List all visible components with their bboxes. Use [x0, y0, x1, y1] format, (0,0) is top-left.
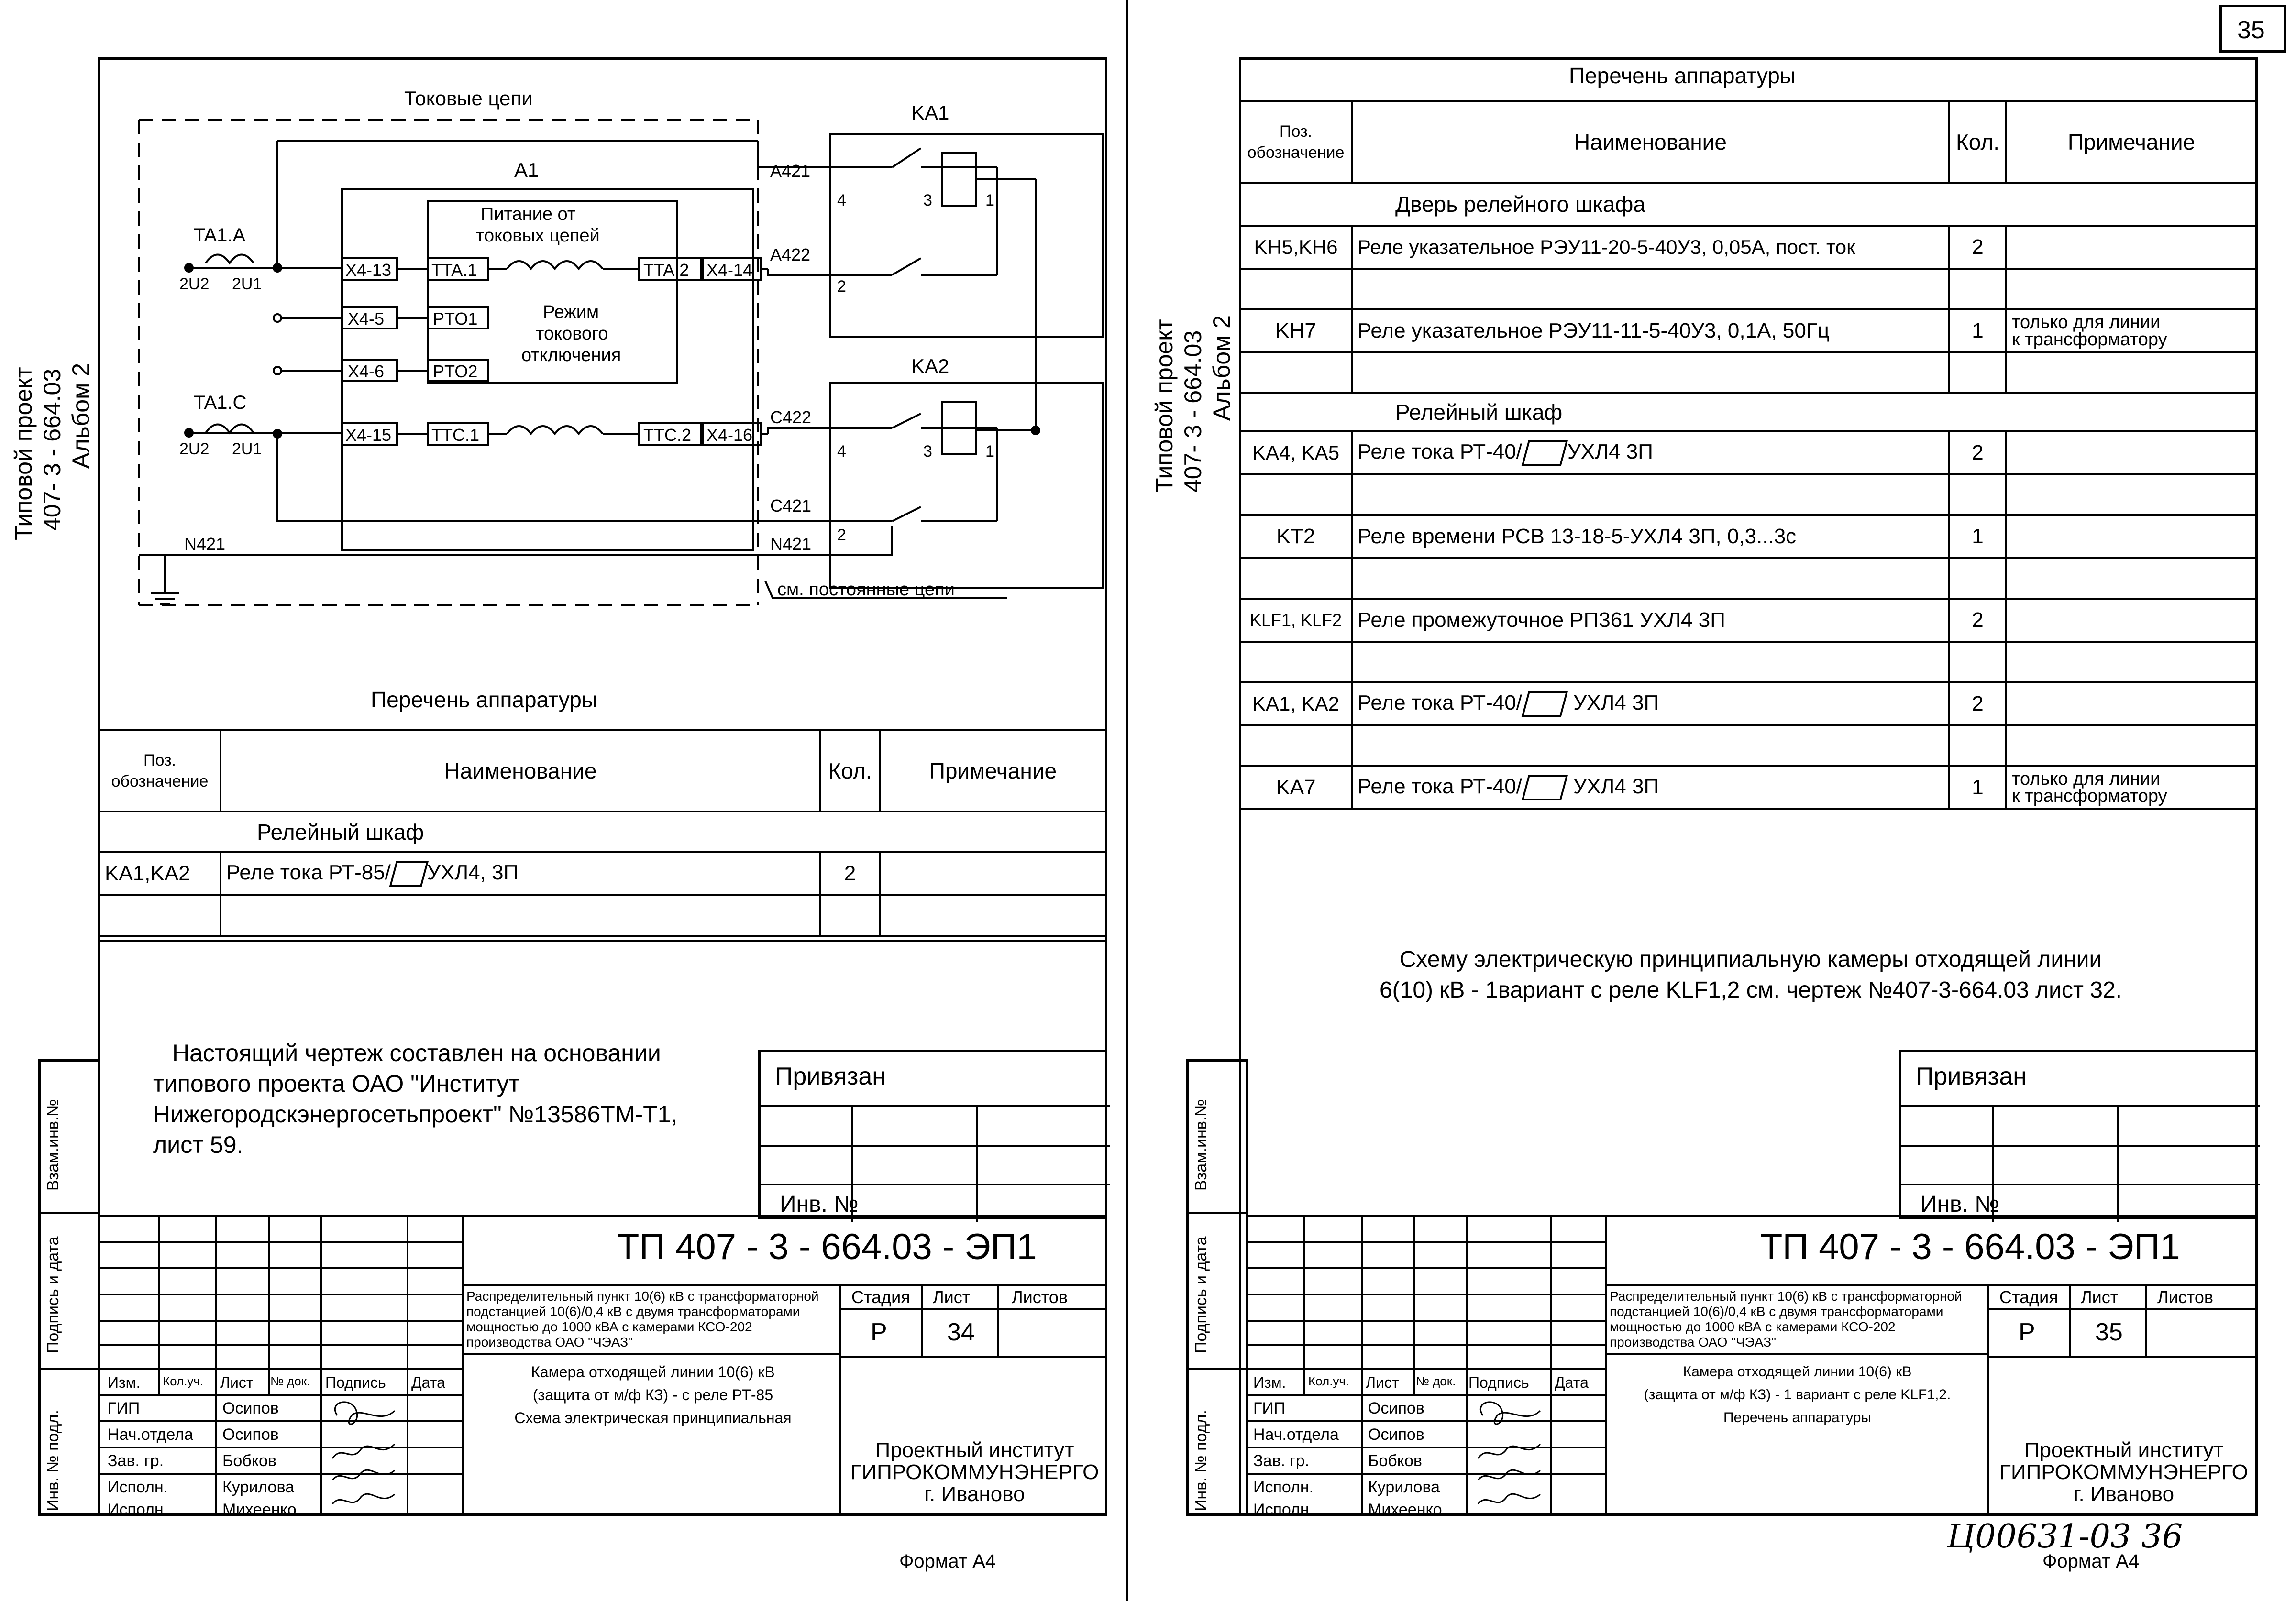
stamp-h-list: Лист [220, 1374, 254, 1391]
stage-label: Стадия [1999, 1287, 2058, 1307]
stamp-h-list: Лист [1366, 1374, 1399, 1391]
right-privyazan-block [1899, 1050, 2258, 1219]
blank-box [1522, 440, 1568, 466]
diagram-title: Токовые цепи [404, 87, 533, 110]
stamp-h-kol: Кол.уч. [163, 1374, 204, 1388]
left-institute: Проектный институт ГИПРОКОММУНЭНЕРГО г. Иваново [850, 1438, 1099, 1506]
blank-box [389, 861, 429, 887]
stamp-h-izm: Изм. [1253, 1374, 1286, 1391]
role-4: Исполн. [108, 1478, 168, 1496]
row-pos: KA1,KA2 [99, 852, 221, 895]
name-5: Михеенко [222, 1501, 297, 1519]
right-format: Формат А4 [2042, 1551, 2140, 1572]
row-pos: KA4, KA5 [1240, 431, 1352, 474]
ttc2-label: TTC.2 [643, 425, 692, 445]
row-note [2006, 226, 2257, 269]
left-privyazan-block [758, 1050, 1107, 1219]
page-number: 35 [2237, 16, 2265, 44]
row-pos: KH5,KH6 [1240, 226, 1352, 269]
name-3: Бобков [1368, 1452, 1422, 1470]
role-1: ГИП [1253, 1399, 1286, 1417]
name-2: Осипов [222, 1426, 279, 1444]
sheets-label: Листов [2157, 1287, 2213, 1307]
right-scheme-note: Схему электрическую принципиальную камеры отходящей линии 6(10) кВ - 1вариант с реле KLF1,2 см. чертеж №407-3-664.03 лист 32. [1379, 947, 2122, 1003]
left-sheet-title: Камера отходящей линии 10(6) кВ (защита от м/ф КЗ) - с реле РТ-85 Схема электрическая принципиальная [514, 1363, 792, 1426]
n421-right-label: N421 [770, 534, 812, 554]
power-label-1: Питание от [481, 204, 576, 224]
ta1c-2u1: 2U1 [232, 440, 262, 458]
right-side-label-2: 407- 3 - 664.03 [1180, 330, 1206, 493]
left-doc-code: ТП 407 - 3 - 664.03 - ЭП1 [617, 1227, 1037, 1267]
row-name: Реле времени РСВ 13-18-5-УХЛ4 3П, 0,3...3с [1352, 515, 1949, 558]
right-doc-code: ТП 407 - 3 - 664.03 - ЭП1 [1760, 1227, 2180, 1267]
row-name: Реле тока РТ-40/ УХЛ4 3П [1352, 682, 1949, 725]
ka1-pin2: 2 [837, 277, 846, 296]
ka1-label: KA1 [911, 101, 949, 124]
right-list-title: Перечень аппаратуры [1569, 63, 1796, 88]
x4-13-label: X4-13 [345, 260, 392, 280]
right-equipment-table [1239, 100, 2258, 810]
name-4: Курилова [1368, 1478, 1440, 1496]
current-circuit-diagram [98, 57, 1107, 631]
margin-label-2: Подпись и дата [44, 1236, 62, 1353]
x4-14-label: X4-14 [706, 260, 753, 280]
stamp-h-kol: Кол.уч. [1308, 1374, 1349, 1388]
privyazan-label: Привязан [1916, 1063, 2027, 1090]
left-list-bottom [98, 940, 1107, 942]
row-qty: 2 [820, 852, 880, 895]
x4-15-label: X4-15 [345, 425, 392, 445]
sheets-label: Листов [1012, 1287, 1068, 1307]
tta1-label: TTA.1 [431, 260, 477, 280]
header-note: Примечание [2006, 101, 2257, 183]
role-4: Исполн. [1253, 1478, 1314, 1496]
name-5: Михеенко [1368, 1501, 1442, 1519]
inv-no-label: Инв. № [1921, 1192, 1999, 1217]
stage-label: Стадия [851, 1287, 910, 1307]
right-side-label-3: Альбом 2 [1208, 315, 1235, 421]
name-4: Курилова [222, 1478, 295, 1496]
a421-label: A421 [770, 161, 811, 181]
n421-left-label: N421 [184, 534, 226, 554]
right-side-label: Типовой проект [1151, 319, 1178, 493]
ka2-label: KA2 [911, 355, 949, 377]
row-qty: 1 [1949, 515, 2006, 558]
stamp-h-date: Дата [411, 1374, 445, 1391]
header-qty: Кол. [1949, 101, 2006, 183]
ka1-pin3: 3 [923, 191, 932, 209]
row-pos: KH7 [1240, 309, 1352, 352]
a1-label: A1 [514, 159, 539, 181]
stamp-h-doc: № док. [1416, 1374, 1456, 1388]
ttc1-label: TTC.1 [431, 425, 480, 445]
role-3: Зав. гр. [1253, 1452, 1310, 1470]
row-note: только для линии к трансформатору [2006, 309, 2257, 352]
role-5: Исполн. [1253, 1501, 1314, 1519]
row-pos: KA7 [1240, 766, 1352, 809]
sheet-divider [1126, 0, 1128, 1601]
row-name: Реле промежуточное РП361 УХЛ4 3П [1352, 599, 1949, 642]
ka1-pin1: 1 [985, 191, 994, 209]
blank-box [1522, 691, 1568, 717]
section-relay-cabinet: Релейный шкаф [99, 811, 1106, 852]
sheet-label: Лист [2081, 1287, 2119, 1307]
ka2-pin3: 3 [923, 442, 932, 461]
ka2-pin4: 4 [837, 442, 846, 461]
ta1c-label: TA1.C [194, 392, 247, 413]
ta1a-label: TA1.A [194, 225, 246, 246]
right-description: Распределительный пункт 10(6) кВ с трансформаторной подстанцией 10(6)/0,4 кВ с двумя трансформаторами мощностью до 1000 кВА с камерами КСО-202 производства ОАО "ЧЭАЗ" [1610, 1289, 1962, 1349]
signatures [1468, 1396, 1550, 1516]
stamp-h-sign: Подпись [325, 1374, 386, 1391]
right-institute: Проектный институт ГИПРОКОММУНЭНЕРГО г. Иваново [1999, 1438, 2248, 1506]
sheet-value: 35 [2095, 1318, 2123, 1346]
stage-value: Р [2019, 1318, 2035, 1346]
header-name: Наименование [221, 730, 820, 811]
mode-label-3: отключения [521, 345, 621, 365]
c422-label: C422 [770, 407, 812, 427]
c421-label: C421 [770, 496, 812, 515]
sheet-value: 34 [947, 1318, 975, 1346]
stamp-h-doc: № док. [270, 1374, 310, 1388]
stamp-h-sign: Подпись [1468, 1374, 1529, 1391]
left-side-label: Типовой проект [10, 367, 37, 540]
row-pos: KA1, KA2 [1240, 682, 1352, 725]
role-3: Зав. гр. [108, 1452, 164, 1470]
left-description: Распределительный пункт 10(6) кВ с трансформаторной подстанцией 10(6)/0,4 кВ с двумя трансформаторами мощностью до 1000 кВА с камерами КСО-202 производства ОАО "ЧЭАЗ" [466, 1289, 819, 1349]
header-note: Примечание [880, 730, 1106, 811]
header-pos: Поз. обозначение [1240, 101, 1352, 183]
ka1-pin4: 4 [837, 191, 846, 209]
margin-label-2: Подпись и дата [1192, 1236, 1210, 1353]
stamp-h-izm: Изм. [108, 1374, 141, 1391]
header-pos: Поз. обозначение [99, 730, 221, 811]
ta1a-2u2: 2U2 [179, 275, 210, 293]
row-pos: KT2 [1240, 515, 1352, 558]
row-qty: 2 [1949, 226, 2006, 269]
tta2-label: TTA.2 [643, 260, 689, 280]
inv-no-label: Инв. № [780, 1192, 859, 1217]
row-note [880, 852, 1106, 895]
role-2: Нач.отдела [1253, 1426, 1339, 1444]
row-name: Реле тока РТ-85/ УХЛ4, 3П [221, 852, 820, 895]
ta1c-2u2: 2U2 [179, 440, 210, 458]
ka2-pin2: 2 [837, 526, 846, 544]
left-list-title: Перечень аппаратуры [371, 687, 597, 712]
name-3: Бобков [222, 1452, 276, 1470]
row-qty: 2 [1949, 599, 2006, 642]
x4-16-label: X4-16 [706, 425, 753, 445]
name-2: Осипов [1368, 1426, 1424, 1444]
left-note: Настоящий чертеж составлен на основании типового проекта ОАО "Институт Нижегородскэнергосетьпроект" №13586ТМ-Т1, лист 59. [153, 1040, 678, 1158]
stage-value: Р [871, 1318, 887, 1346]
name-1: Осипов [1368, 1399, 1424, 1417]
left-side-label-3: Альбом 2 [67, 362, 94, 469]
stamp-h-date: Дата [1555, 1374, 1589, 1391]
row-name: Реле тока РТ-40/ УХЛ4 3П [1352, 766, 1949, 809]
row-note: только для линии к трансформатору [2006, 766, 2257, 809]
row-qty: 2 [1949, 431, 2006, 474]
mode-label-1: Режим [543, 302, 599, 322]
privyazan-label: Привязан [775, 1063, 886, 1090]
row-pos: KLF1, KLF2 [1240, 599, 1352, 642]
margin-label-3: Инв. № подл. [44, 1410, 62, 1511]
row-name: Реле указательное РЭУ11-20-5-40У3, 0,05А, пост. ток [1352, 226, 1949, 269]
ta1a-2u1: 2U1 [232, 275, 262, 293]
sheet-label: Лист [933, 1287, 971, 1307]
row-qty: 2 [1949, 682, 2006, 725]
name-1: Осипов [222, 1399, 279, 1417]
row-name: Реле указательное РЭУ11-11-5-40У3, 0,1А, 50Гц [1352, 309, 1949, 352]
x4-5-label: X4-5 [348, 309, 385, 329]
row-qty: 1 [1949, 766, 2006, 809]
mode-label-2: токового [536, 324, 608, 344]
role-1: ГИП [108, 1399, 140, 1417]
handwritten-code: Ц00631-03 36 [1947, 1518, 2183, 1556]
row-qty: 1 [1949, 309, 2006, 352]
rto2-label: PTO2 [433, 362, 478, 381]
header-qty: Кол. [820, 730, 880, 811]
rto1-label: PTO1 [433, 309, 478, 329]
margin-label-3: Инв. № подл. [1192, 1410, 1210, 1511]
header-name: Наименование [1352, 101, 1949, 183]
see-dc-label: см. постоянные цепи [777, 580, 955, 600]
section-door: Дверь релейного шкафа [1240, 183, 2257, 226]
signatures [323, 1396, 407, 1516]
margin-label-1: Взам.инв.№ [44, 1099, 62, 1191]
margin-label-1: Взам.инв.№ [1192, 1099, 1210, 1191]
role-5: Исполн. [108, 1501, 168, 1519]
left-equipment-table [98, 729, 1107, 937]
blank-box [1522, 775, 1568, 800]
section-relay-cabinet: Релейный шкаф [1240, 393, 2257, 431]
power-label-2: токовых цепей [476, 226, 600, 246]
left-format: Формат А4 [899, 1551, 996, 1572]
page-number-box [2219, 5, 2286, 53]
x4-6-label: X4-6 [348, 362, 385, 381]
ka2-pin1: 1 [985, 442, 994, 461]
right-sheet-title: Камера отходящей линии 10(6) кВ (защита от м/ф КЗ) - 1 вариант с реле KLF1,2. Перечень аппаратуры [1644, 1364, 1951, 1426]
left-side-label-2: 407- 3 - 664.03 [39, 368, 66, 531]
row-name: Реле тока РТ-40/ УХЛ4 3П [1352, 431, 1949, 474]
a422-label: A422 [770, 245, 811, 264]
role-2: Нач.отдела [108, 1426, 193, 1444]
